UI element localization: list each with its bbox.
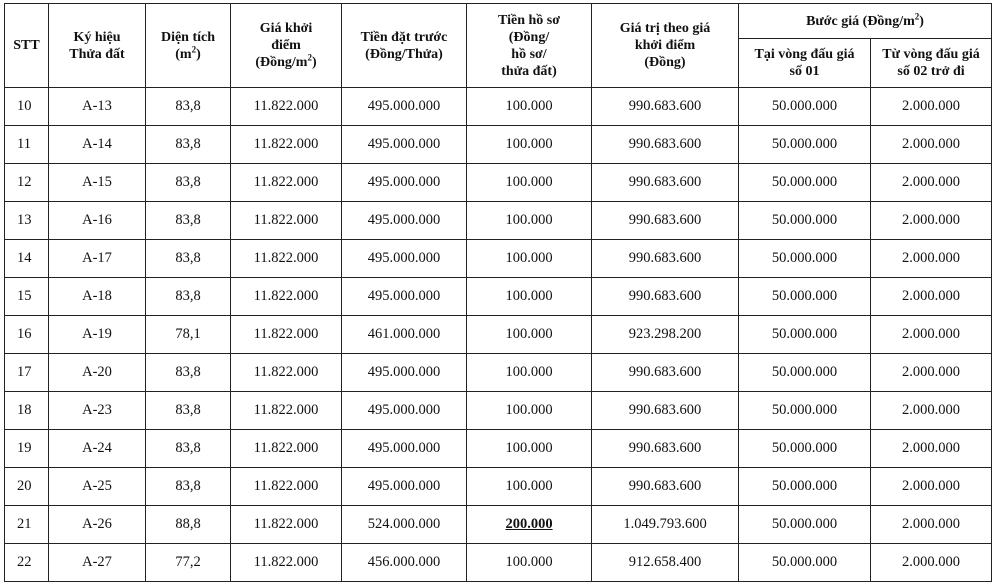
cell-gia-tri: 990.683.600 <box>592 278 739 316</box>
cell-ky-hieu: A-17 <box>49 240 146 278</box>
cell-stt: 10 <box>5 88 49 126</box>
table-row <box>5 278 992 316</box>
cell-ky-hieu: A-15 <box>49 164 146 202</box>
table-row <box>5 392 992 430</box>
cell-vong-02: 2.000.000 <box>871 164 992 202</box>
cell-tien-dat-truoc: 495.000.000 <box>342 354 467 392</box>
cell-vong-02: 2.000.000 <box>871 202 992 240</box>
cell-dien-tich: 83,8 <box>146 164 231 202</box>
cell-tien-dat-truoc: 495.000.000 <box>342 202 467 240</box>
header-vong-01: Tại vòng đấu giá số 01 <box>739 39 871 88</box>
cell-gia-khoi-diem: 11.822.000 <box>231 126 342 164</box>
cell-gia-tri: 990.683.600 <box>592 392 739 430</box>
cell-vong-02: 2.000.000 <box>871 430 992 468</box>
cell-gia-tri: 990.683.600 <box>592 240 739 278</box>
header-tien-dat-truoc: Tiền đặt trước (Đồng/Thửa) <box>342 4 467 88</box>
cell-stt: 17 <box>5 354 49 392</box>
cell-vong-01: 50.000.000 <box>739 354 871 392</box>
table-row <box>5 240 992 278</box>
header-vong-02: Từ vòng đấu giá số 02 trở đi <box>871 39 992 88</box>
cell-tien-ho-so: 100.000 <box>467 240 592 278</box>
cell-vong-01: 50.000.000 <box>739 240 871 278</box>
cell-vong-01: 50.000.000 <box>739 544 871 582</box>
cell-gia-khoi-diem: 11.822.000 <box>231 506 342 544</box>
cell-stt: 12 <box>5 164 49 202</box>
cell-vong-01: 50.000.000 <box>739 202 871 240</box>
cell-dien-tich: 83,8 <box>146 430 231 468</box>
cell-gia-tri: 990.683.600 <box>592 354 739 392</box>
cell-tien-dat-truoc: 495.000.000 <box>342 392 467 430</box>
cell-vong-01: 50.000.000 <box>739 316 871 354</box>
cell-tien-dat-truoc: 461.000.000 <box>342 316 467 354</box>
cell-ky-hieu: A-19 <box>49 316 146 354</box>
cell-tien-ho-so: 100.000 <box>467 88 592 126</box>
cell-dien-tich: 83,8 <box>146 354 231 392</box>
cell-tien-ho-so: 100.000 <box>467 430 592 468</box>
cell-tien-dat-truoc: 456.000.000 <box>342 544 467 582</box>
cell-gia-khoi-diem: 11.822.000 <box>231 88 342 126</box>
cell-vong-02: 2.000.000 <box>871 316 992 354</box>
cell-dien-tich: 83,8 <box>146 88 231 126</box>
cell-tien-ho-so: 100.000 <box>467 354 592 392</box>
cell-gia-tri: 990.683.600 <box>592 202 739 240</box>
cell-stt: 21 <box>5 506 49 544</box>
cell-vong-01: 50.000.000 <box>739 468 871 506</box>
cell-vong-02: 2.000.000 <box>871 392 992 430</box>
cell-vong-01: 50.000.000 <box>739 278 871 316</box>
cell-ky-hieu: A-16 <box>49 202 146 240</box>
cell-dien-tich: 83,8 <box>146 202 231 240</box>
cell-ky-hieu: A-23 <box>49 392 146 430</box>
cell-tien-dat-truoc: 495.000.000 <box>342 278 467 316</box>
header-buoc-gia: Bước giá $(Đồng/m^2)$ <box>739 4 992 39</box>
cell-gia-tri: 1.049.793.600 <box>592 506 739 544</box>
cell-dien-tich: 88,8 <box>146 506 231 544</box>
cell-vong-02: 2.000.000 <box>871 240 992 278</box>
cell-stt: 15 <box>5 278 49 316</box>
cell-gia-khoi-diem: 11.822.000 <box>231 202 342 240</box>
auction-price-table <box>4 3 992 582</box>
cell-vong-02: 2.000.000 <box>871 88 992 126</box>
cell-tien-dat-truoc: 495.000.000 <box>342 126 467 164</box>
header-ky-hieu: Ký hiệu Thửa đất <box>49 4 146 88</box>
header-gia-tri: Giá trị theo giá khởi điểm (Đồng) <box>592 4 739 88</box>
cell-gia-tri: 990.683.600 <box>592 164 739 202</box>
cell-tien-ho-so: 100.000 <box>467 392 592 430</box>
cell-tien-dat-truoc: 495.000.000 <box>342 88 467 126</box>
table-row <box>5 164 992 202</box>
cell-vong-02: 2.000.000 <box>871 468 992 506</box>
cell-tien-dat-truoc: 495.000.000 <box>342 430 467 468</box>
cell-ky-hieu: A-13 <box>49 88 146 126</box>
cell-tien-ho-so: 200.000 <box>467 506 592 544</box>
header-stt: STT <box>5 4 49 88</box>
table-row <box>5 430 992 468</box>
cell-ky-hieu: A-20 <box>49 354 146 392</box>
cell-vong-02: 2.000.000 <box>871 506 992 544</box>
cell-dien-tich: 78,1 <box>146 316 231 354</box>
cell-vong-01: 50.000.000 <box>739 126 871 164</box>
cell-gia-tri: 923.298.200 <box>592 316 739 354</box>
cell-stt: 18 <box>5 392 49 430</box>
cell-vong-02: 2.000.000 <box>871 126 992 164</box>
cell-gia-tri: 990.683.600 <box>592 126 739 164</box>
table-row <box>5 468 992 506</box>
cell-tien-ho-so: 100.000 <box>467 544 592 582</box>
cell-dien-tich: 83,8 <box>146 278 231 316</box>
cell-vong-01: 50.000.000 <box>739 164 871 202</box>
cell-gia-khoi-diem: 11.822.000 <box>231 316 342 354</box>
cell-vong-01: 50.000.000 <box>739 392 871 430</box>
cell-gia-khoi-diem: 11.822.000 <box>231 240 342 278</box>
cell-vong-02: 2.000.000 <box>871 278 992 316</box>
cell-gia-khoi-diem: 11.822.000 <box>231 278 342 316</box>
cell-gia-khoi-diem: 11.822.000 <box>231 468 342 506</box>
cell-ky-hieu: A-27 <box>49 544 146 582</box>
cell-tien-ho-so: 100.000 <box>467 316 592 354</box>
header-tien-ho-so: Tiền hồ sơ (Đồng/ hồ sơ/ thửa đất) <box>467 4 592 88</box>
cell-stt: 19 <box>5 430 49 468</box>
table-row <box>5 544 992 582</box>
cell-gia-khoi-diem: 11.822.000 <box>231 354 342 392</box>
header-gia-khoi-diem: Giá khởi điểm $(Đồng/m^2)$ <box>231 4 342 88</box>
cell-gia-tri: 990.683.600 <box>592 468 739 506</box>
cell-vong-01: 50.000.000 <box>739 88 871 126</box>
cell-ky-hieu: A-24 <box>49 430 146 468</box>
cell-tien-dat-truoc: 495.000.000 <box>342 240 467 278</box>
cell-gia-khoi-diem: 11.822.000 <box>231 430 342 468</box>
cell-vong-02: 2.000.000 <box>871 544 992 582</box>
cell-gia-khoi-diem: 11.822.000 <box>231 164 342 202</box>
cell-tien-ho-so: 100.000 <box>467 278 592 316</box>
cell-ky-hieu: A-14 <box>49 126 146 164</box>
cell-dien-tich: 77,2 <box>146 544 231 582</box>
cell-stt: 22 <box>5 544 49 582</box>
cell-tien-ho-so: 100.000 <box>467 202 592 240</box>
cell-vong-02: 2.000.000 <box>871 354 992 392</box>
table-row <box>5 126 992 164</box>
table-row <box>5 316 992 354</box>
cell-tien-dat-truoc: 524.000.000 <box>342 506 467 544</box>
cell-gia-tri: 990.683.600 <box>592 430 739 468</box>
cell-tien-ho-so: 100.000 <box>467 126 592 164</box>
cell-ky-hieu: A-26 <box>49 506 146 544</box>
cell-ky-hieu: A-25 <box>49 468 146 506</box>
cell-stt: 13 <box>5 202 49 240</box>
header-dien-tich: Diện tích $(m^2)$ <box>146 4 231 88</box>
cell-vong-01: 50.000.000 <box>739 506 871 544</box>
cell-dien-tich: 83,8 <box>146 392 231 430</box>
table-header <box>5 4 992 88</box>
cell-tien-ho-so: 100.000 <box>467 468 592 506</box>
table-body <box>5 88 992 582</box>
cell-dien-tich: 83,8 <box>146 126 231 164</box>
cell-tien-dat-truoc: 495.000.000 <box>342 468 467 506</box>
cell-gia-khoi-diem: 11.822.000 <box>231 544 342 582</box>
cell-gia-khoi-diem: 11.822.000 <box>231 392 342 430</box>
cell-gia-tri: 912.658.400 <box>592 544 739 582</box>
cell-ky-hieu: A-18 <box>49 278 146 316</box>
cell-stt: 11 <box>5 126 49 164</box>
cell-stt: 20 <box>5 468 49 506</box>
cell-gia-tri: 990.683.600 <box>592 88 739 126</box>
cell-vong-01: 50.000.000 <box>739 430 871 468</box>
table-row <box>5 354 992 392</box>
table-row <box>5 202 992 240</box>
table-row <box>5 88 992 126</box>
cell-stt: 16 <box>5 316 49 354</box>
cell-dien-tich: 83,8 <box>146 240 231 278</box>
cell-tien-dat-truoc: 495.000.000 <box>342 164 467 202</box>
cell-dien-tich: 83,8 <box>146 468 231 506</box>
table-row <box>5 506 992 544</box>
cell-tien-ho-so: 100.000 <box>467 164 592 202</box>
cell-stt: 14 <box>5 240 49 278</box>
